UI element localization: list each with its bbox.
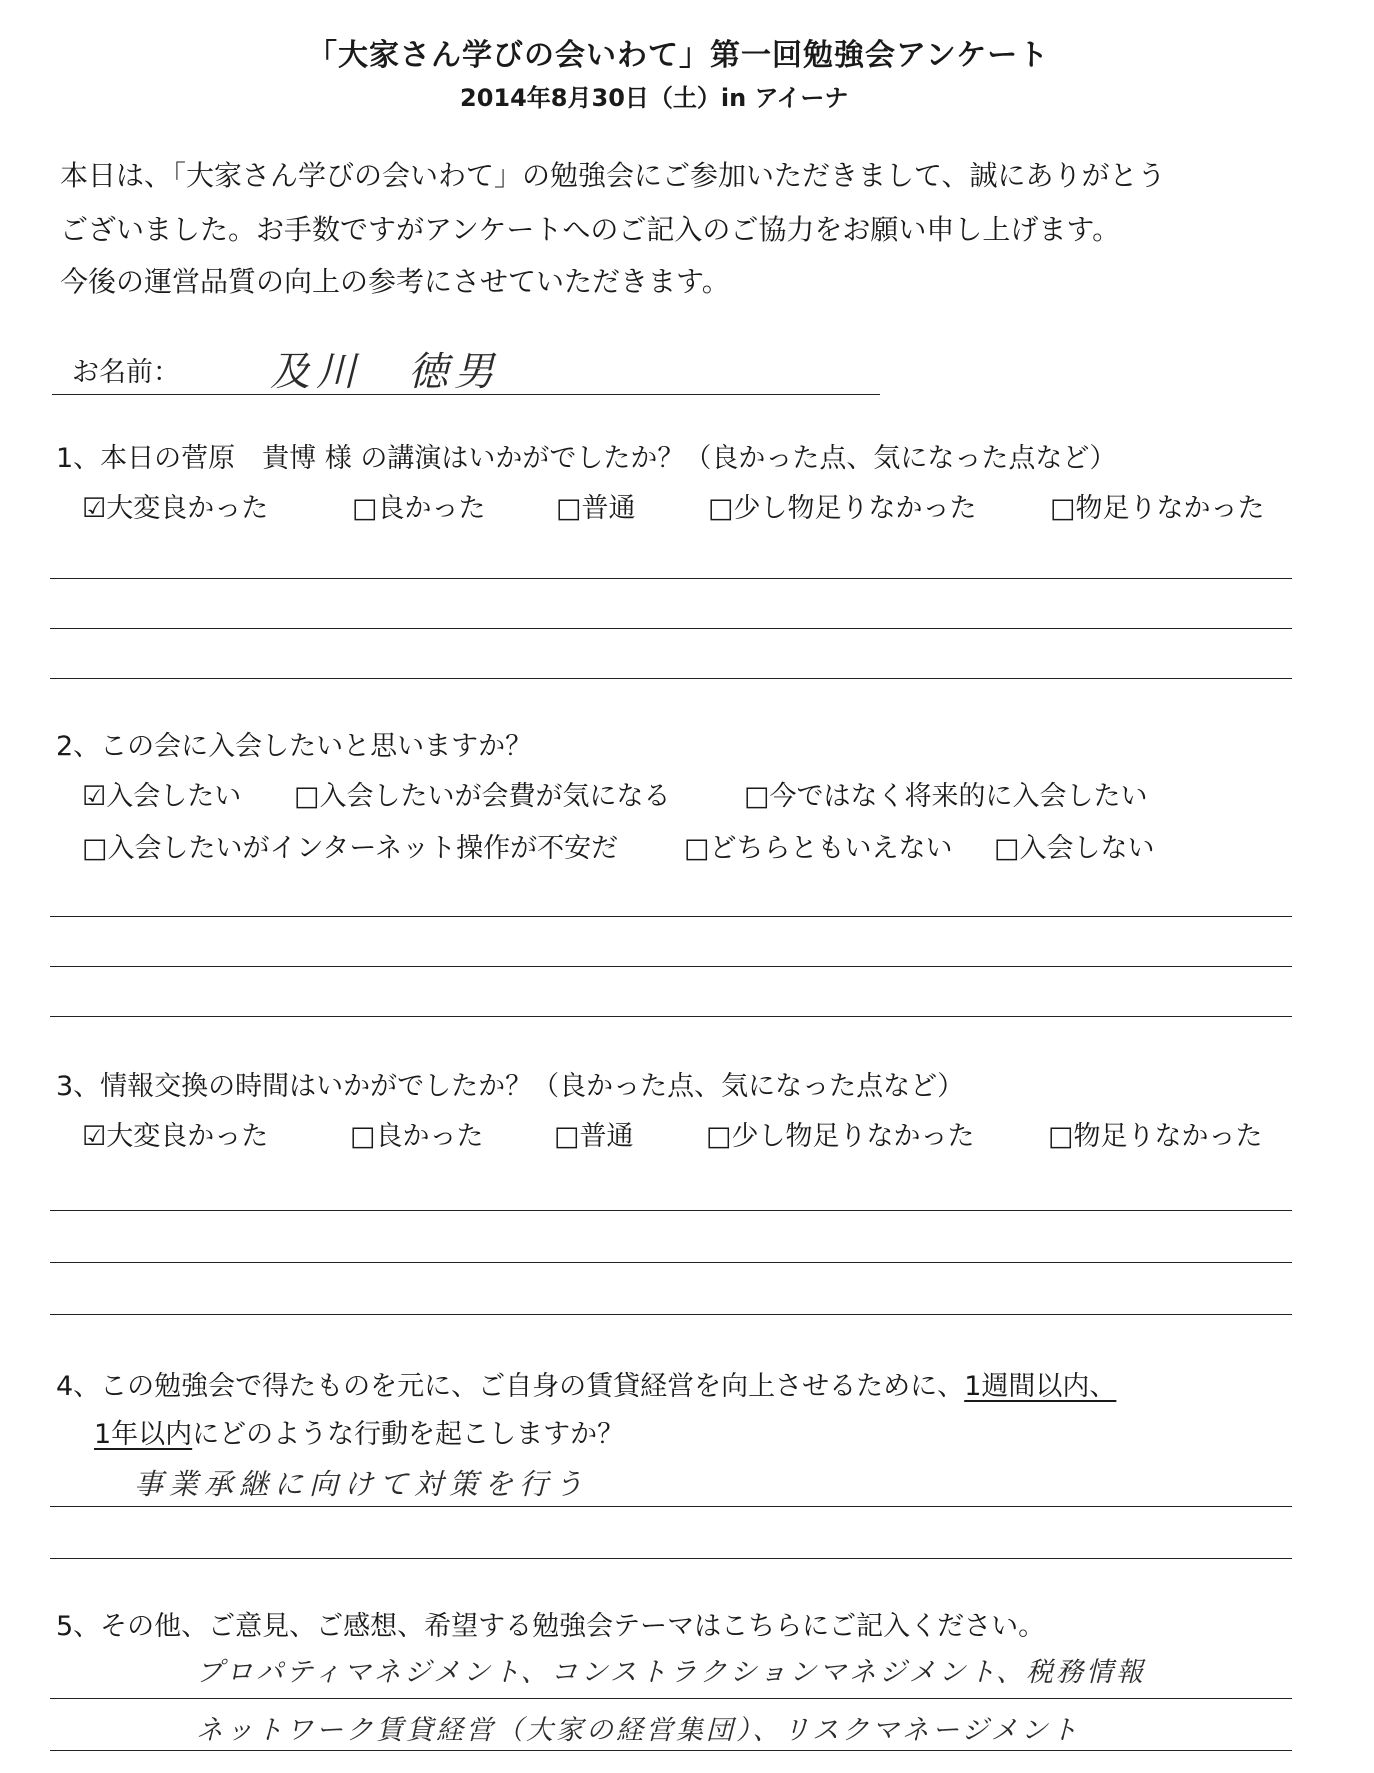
q1-answer-line-2 xyxy=(50,628,1292,629)
q4-answer-line-2 xyxy=(50,1558,1292,1559)
q2-option-not-join[interactable]: □入会しない xyxy=(994,833,1155,864)
q2-answer-line-1 xyxy=(50,916,1292,917)
q2-option-join-later[interactable]: □今ではなく将来的に入会したい xyxy=(744,781,1148,812)
q3-option-somewhat-lacking[interactable]: □少し物足りなかった xyxy=(706,1121,975,1152)
q3-option-lacking[interactable]: □物足りなかった xyxy=(1048,1121,1263,1152)
q2-option-join-internet-concern[interactable]: □入会したいがインターネット操作が不安だ xyxy=(82,833,619,864)
q3-answer-line-1 xyxy=(50,1210,1292,1211)
q1-question: 1、本日の菅原 貴博 様 の講演はいかがでしたか？（良かった点、気になった点など） xyxy=(56,443,1117,474)
q3-option-good[interactable]: □良かった xyxy=(350,1121,484,1152)
q1-option-very-good[interactable]: ☑大変良かった xyxy=(82,493,269,524)
survey-title: 「大家さん学びの会いわて」第一回勉強会アンケート xyxy=(307,38,1050,73)
q1-option-good[interactable]: □良かった xyxy=(352,493,486,524)
q5-answer-line-2 xyxy=(50,1750,1292,1751)
intro-line-2: ございました。お手数ですがアンケートへのご記入のご協力をお願い申し上げます。 xyxy=(60,213,1121,246)
q4-within-one-week: 1週間以内、 xyxy=(964,1371,1117,1402)
q3-option-very-good[interactable]: ☑大変良かった xyxy=(82,1121,269,1152)
q4-answer: 事業承継に向けて対策を行う xyxy=(134,1467,590,1501)
q3-answer-line-3 xyxy=(50,1314,1292,1315)
name-value: 及川 徳男 xyxy=(270,349,500,395)
q2-option-join-fee-concern[interactable]: □入会したいが会費が気になる xyxy=(294,781,671,812)
q3-option-normal[interactable]: □普通 xyxy=(554,1121,634,1152)
q5-answer-line-1 xyxy=(50,1698,1292,1699)
name-label: お名前： xyxy=(72,357,180,388)
q1-option-somewhat-lacking[interactable]: □少し物足りなかった xyxy=(708,493,977,524)
q4-question-line-1 xyxy=(56,1364,1116,1403)
q2-option-join[interactable]: ☑入会したい xyxy=(82,781,242,812)
intro-line-3: 今後の運営品質の向上の参考にさせていただきます。 xyxy=(60,265,730,298)
q2-option-undecided[interactable]: □どちらともいえない xyxy=(684,833,953,864)
q1-answer-line-3 xyxy=(50,678,1292,679)
q4-question-text-2: にどのような行動を起こしますか？ xyxy=(192,1419,625,1450)
q4-question-line-2 xyxy=(94,1412,624,1451)
q3-answer-line-2 xyxy=(50,1262,1292,1263)
q5-answer-line-1-text: プロパティマネジメント、コンストラクションマネジメント、税務情報 xyxy=(196,1657,1147,1688)
q2-answer-line-2 xyxy=(50,966,1292,967)
q3-question: 3、情報交換の時間はいかがでしたか？（良かった点、気になった点など） xyxy=(56,1071,965,1102)
q5-answer-line-2-text: ネットワーク賃貸経営（大家の経営集団）、リスクマネージメント xyxy=(196,1715,1081,1746)
q5-question: 5、その他、ご意見、ご感想、希望する勉強会テーマはこちらにご記入ください。 xyxy=(56,1611,1046,1642)
q4-within-one-year: 1年以内 xyxy=(94,1419,193,1450)
q2-answer-line-3 xyxy=(50,1016,1292,1017)
q2-question: 2、この会に入会したいと思いますか？ xyxy=(56,731,533,762)
q1-option-normal[interactable]: □普通 xyxy=(556,493,636,524)
intro-line-1: 本日は、「大家さん学びの会いわて」の勉強会にご参加いただきまして、誠にありがとう xyxy=(60,159,1166,192)
survey-date: 2014年8月30日（土）in アイーナ xyxy=(460,84,849,112)
q4-answer-line-1 xyxy=(50,1506,1292,1507)
q1-answer-line-1 xyxy=(50,578,1292,579)
q4-question-text: 4、この勉強会で得たものを元に、ご自身の賃貸経営を向上させるために、 xyxy=(56,1371,965,1402)
name-underline xyxy=(52,394,880,395)
q1-option-lacking[interactable]: □物足りなかった xyxy=(1050,493,1265,524)
